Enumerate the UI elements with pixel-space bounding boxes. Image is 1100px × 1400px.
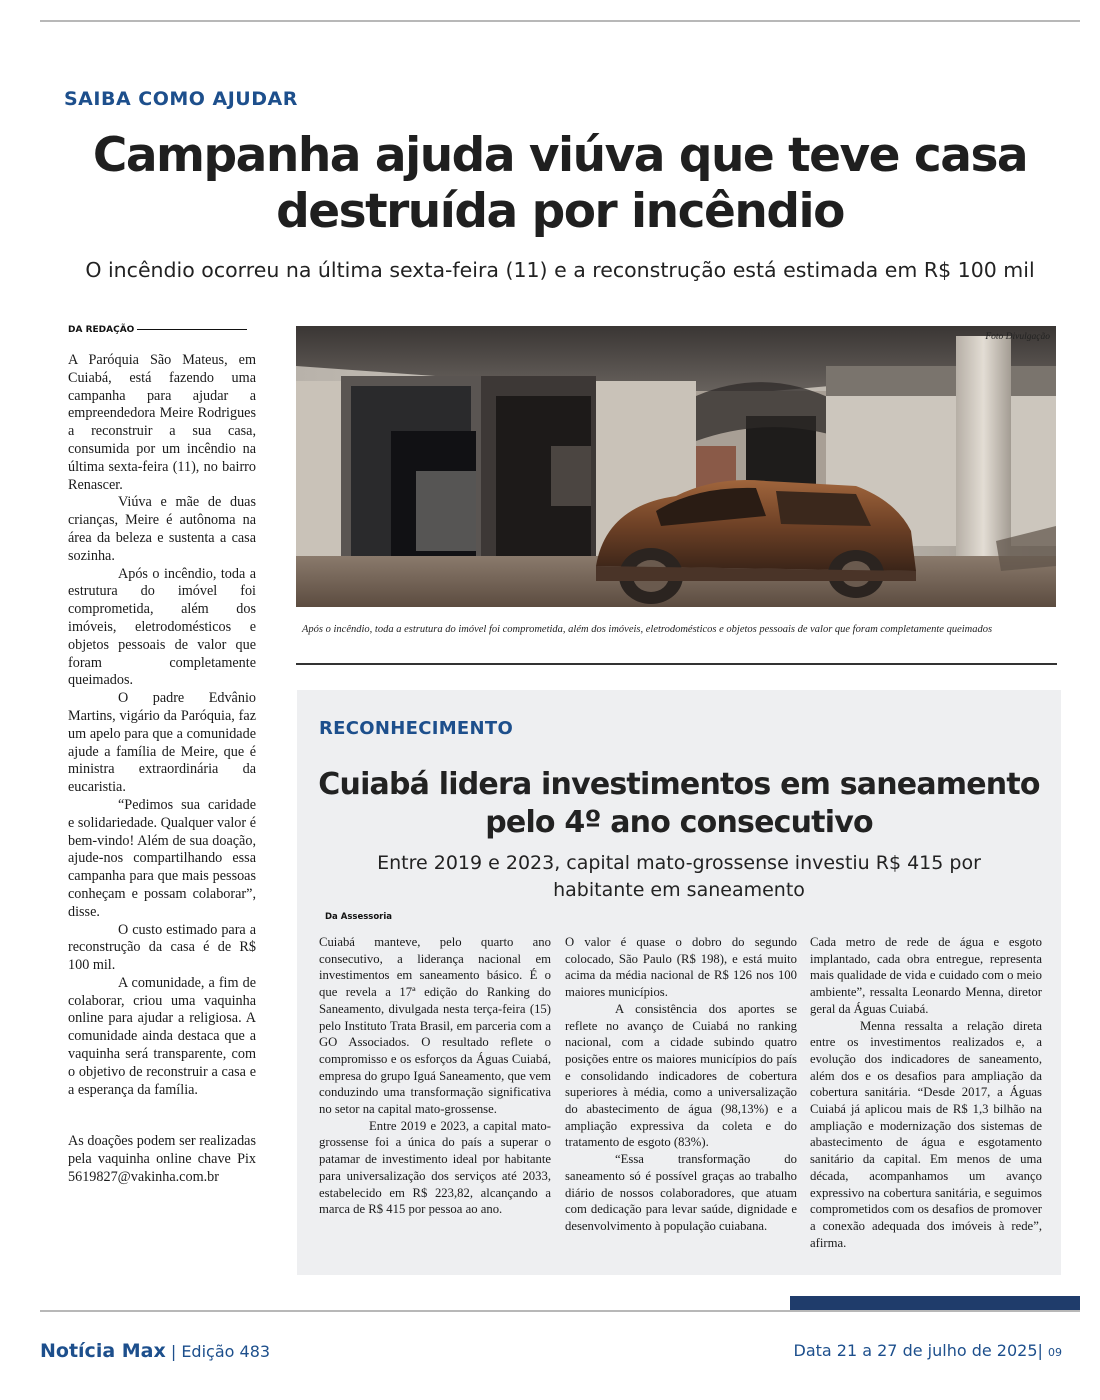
page-number: 09: [1048, 1346, 1062, 1359]
box-column-3: [810, 934, 1042, 1251]
byline-rule: [137, 329, 247, 330]
article-paragraph: Viúva e mãe de duas crianças, Meire é autônoma na área da beleza e sustenta a casa sozinha.: [68, 494, 256, 564]
box-headline: Cuiabá lidera investimentos em saneamento pelo 4º ano consecutivo: [318, 767, 1040, 840]
article-paragraph: O custo estimado para a reconstrução da casa é de R$ 100 mil.: [68, 921, 256, 974]
footer-brand: [40, 1340, 270, 1362]
edition-number: | Edição 483: [170, 1342, 271, 1361]
footer-date: [794, 1341, 1063, 1360]
article-headline: Campanha ajuda viúva que teve casa destruída por incêndio: [92, 128, 1028, 239]
article-paragraph: O padre Edvânio Martins, vigário da Paróquia, faz um apelo para que a comunidade ajude a família de Meire, que é ministra extraordinária da eucaristia.: [68, 690, 256, 796]
box-paragraph: O valor é quase o dobro do segundo colocado, São Paulo (R$ 198), e está muito acima da média nacional de R$ 126 nos 100 maiores municípios.: [565, 935, 797, 1000]
footer-accent-bar: [790, 1296, 1080, 1310]
issue-date: Data 21 a 27 de julho de 2025: [793, 1341, 1038, 1360]
caption-rule: [296, 663, 1057, 665]
box-column-2: [565, 934, 797, 1235]
photo-caption: Após o incêndio, toda a estrutura do imóvel foi comprometida, além dos imóveis, eletrodomésticos e objetos pessoais de valor que foram completamente queimados: [302, 624, 993, 635]
box-paragraph: Cada metro de rede de água e esgoto implantado, cada obra entregue, representa mais qualidade de vida e cuidado com o meio ambiente”, ressalta Leonardo Menna, diretor geral da Águas Cuiabá.: [810, 935, 1042, 1016]
box-paragraph: Cuiabá manteve, pelo quarto ano consecutivo, a liderança nacional em investimentos em saneamento básico. É o que revela a 17ª edição do Ranking do Saneamento, divulgada nesta terça-feira (15) pelo Instituto Trata Brasil, em parceria com a GO Associados. O resultado reflete o compromisso e os esforços da Águas Cuiabá, empresa do grupo Iguá Saneamento, que vem conduzindo uma transformação significativa no setor na capital mato-grossense.: [319, 935, 551, 1117]
article-subhead: O incêndio ocorreu na última sexta-feira (11) e a reconstrução está estimada em R$ 100 mil: [85, 258, 1035, 282]
donation-info: As doações podem ser realizadas pela vaquinha online chave Pix 5619827@vakinha.com.br: [68, 1133, 256, 1186]
box-paragraph: A consistência dos aportes se reflete no avanço de Cuiabá no ranking nacional, com a cidade subindo quatro posições entre os maiores municípios do país e consolidando indicadores de cobertura superiores à média, como a universalização do abastecimento de água (98,13%) e a ampliação expressiva da coleta e do tratamento de esgoto (83%).: [565, 1001, 797, 1150]
article-kicker: SAIBA COMO AJUDAR: [64, 88, 298, 110]
footer-separator: |: [1037, 1341, 1043, 1360]
box-paragraph: Entre 2019 e 2023, a capital mato-grossense foi a única do país a superar o patamar de investimento ideal por habitante para universalização dos serviços até 2033, estabelecido em R$ 223,82, alcançando a marca de R$ 415 por pessoa ao ano.: [319, 1118, 551, 1217]
box-subhead: Entre 2019 e 2023, capital mato-grossense investiu R$ 415 por habitante em saneamento: [377, 852, 981, 901]
burned-house-photo: [296, 326, 1056, 607]
article-paragraph: A Paróquia São Mateus, em Cuiabá, está fazendo uma campanha para ajudar a empreendedora Meire Rodrigues a reconstruir a sua casa, consumida por um incêndio na última sexta-feira (11), no bairro Renascer.: [68, 352, 256, 493]
photo-credit: Foto Divulgação: [985, 332, 1050, 342]
article-paragraph: “Pedimos sua caridade e solidariedade. Qualquer valor é bem-vindo! Além de sua doação, ajude-nos compartilhando essa campanha para que mais pessoas conheçam e possam colaborar”, disse.: [68, 796, 256, 920]
box-paragraph: “Essa transformação do saneamento só é possível graças ao trabalho diário de nossos colaboradores, que atuam com dedicação para levar saúde, dignidade e desenvolvimento à população cuiabana.: [565, 1152, 797, 1233]
bottom-rule: [40, 1310, 1080, 1312]
box-paragraph: Menna ressalta a relação direta entre os investimentos realizados e, a evolução dos indicadores de saneamento, além dos e os desafios para ampliação da cobertura sanitária. “Desde 2017, a Águas Cuiabá já aplicou mais de R$ 1,3 bilhão na ampliação e modernização dos sistemas de abastecimento de água e esgotamento sanitário da capital. Em menos de uma década, acompanhamos um avanço expressivo na cobertura sanitária, e seguimos comprometidos com os desafios de promover a conexão adequada dos imóveis à rede”, afirma.: [810, 1018, 1042, 1250]
box-byline: Da Assessoria: [325, 912, 393, 922]
article-byline: DA REDAÇÃO: [68, 325, 135, 335]
recognition-box: [297, 690, 1061, 1275]
article-paragraph: A comunidade, a fim de colaborar, criou uma vaquinha online para ajudar a religiosa. A comunidade ainda destaca que a vaquinha será transparente, com o objetivo de reconstruir a casa e a esperança da família.: [68, 974, 256, 1098]
photo-illustration: [296, 326, 1056, 607]
article-paragraph: Após o incêndio, toda a estrutura do imóvel foi comprometida, além dos imóveis, eletrodomésticos e objetos pessoais de valor que foram completamente queimados.: [68, 565, 256, 689]
box-kicker: RECONHECIMENTO: [319, 718, 514, 739]
box-column-1: [319, 934, 551, 1218]
top-rule: [40, 20, 1080, 22]
newspaper-name: Notícia Max: [40, 1340, 166, 1362]
article-body: [68, 352, 256, 1187]
